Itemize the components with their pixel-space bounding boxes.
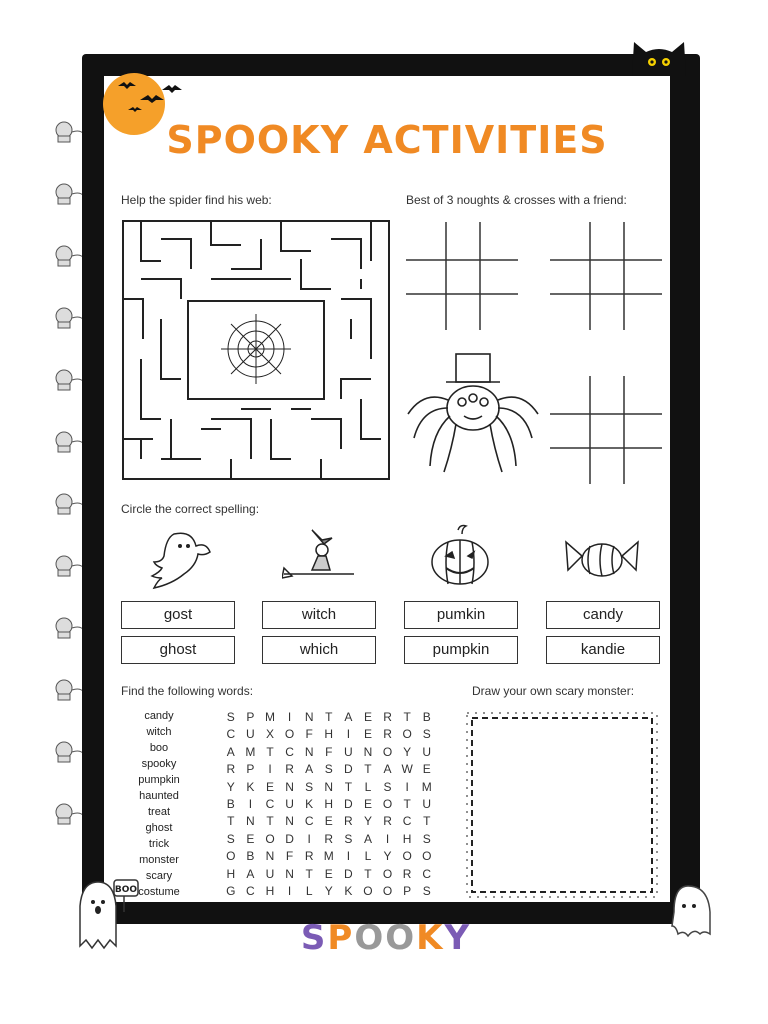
grid-letter[interactable]: N xyxy=(285,779,294,794)
grid-letter[interactable]: U xyxy=(285,796,294,811)
grid-letter[interactable]: L xyxy=(364,849,372,864)
spelling-option-which[interactable]: which xyxy=(262,636,376,664)
grid-letter[interactable]: O xyxy=(363,883,373,898)
grid-letter[interactable]: E xyxy=(265,779,274,794)
grid-letter[interactable]: C xyxy=(285,744,294,759)
spelling-option-gost[interactable]: gost xyxy=(121,601,235,629)
tictactoe-board-1[interactable] xyxy=(406,222,518,330)
spelling-option-pumkin[interactable]: pumkin xyxy=(404,601,518,629)
grid-letter[interactable]: R xyxy=(383,727,392,742)
page-title: SPOOKY ACTIVITIES xyxy=(166,118,608,162)
grid-letter[interactable]: T xyxy=(266,744,274,759)
grid-letter[interactable]: O xyxy=(284,727,295,742)
grid-letter[interactable]: U xyxy=(344,744,353,759)
grid-row xyxy=(221,866,437,883)
grid-letter[interactable]: O xyxy=(382,744,393,759)
grid-letter[interactable]: I xyxy=(346,849,351,864)
ghost-boo-sign-icon xyxy=(76,876,140,956)
wordsearch-instruction: Find the following words: xyxy=(121,684,254,698)
grid-row xyxy=(221,796,437,813)
grid-letter[interactable]: F xyxy=(305,727,313,742)
grid-letter[interactable]: A xyxy=(246,866,255,881)
grid-letter[interactable]: U xyxy=(265,866,275,881)
grid-letter[interactable]: B xyxy=(226,796,235,811)
grid-letter[interactable]: T xyxy=(364,762,372,777)
monster-instruction: Draw your own scary monster: xyxy=(472,684,635,698)
grid-letter[interactable]: S xyxy=(305,779,314,794)
grid-letter[interactable]: D xyxy=(285,831,294,846)
list-item: monster xyxy=(139,854,179,866)
word-list xyxy=(128,708,190,900)
grid-letter[interactable]: N xyxy=(246,814,255,829)
grid-letter[interactable]: R xyxy=(402,866,412,881)
grid-letter[interactable]: N xyxy=(265,849,275,864)
tictactoe-board-3[interactable] xyxy=(550,376,662,484)
grid-letter[interactable]: R xyxy=(344,814,353,829)
tictactoe-board-2[interactable] xyxy=(550,222,662,330)
grid-letter[interactable]: H xyxy=(324,727,334,742)
grid-letter[interactable]: E xyxy=(363,710,372,724)
grid-letter[interactable]: U xyxy=(422,796,432,811)
grid-row xyxy=(221,883,437,900)
grid-row xyxy=(221,709,437,726)
grid-letter[interactable]: O xyxy=(382,866,393,881)
grid-letter[interactable]: O xyxy=(402,727,412,742)
grid-letter[interactable]: I xyxy=(307,831,311,846)
grid-letter[interactable]: C xyxy=(226,727,236,742)
list-item: spooky xyxy=(141,758,177,770)
grid-letter[interactable]: Y xyxy=(324,883,333,898)
grid-letter[interactable]: E xyxy=(363,727,372,742)
ghost-icon xyxy=(668,884,712,946)
list-item: boo xyxy=(149,742,169,754)
list-item: ghost xyxy=(145,822,173,834)
grid-letter[interactable]: X xyxy=(265,727,274,742)
grid-letter[interactable]: E xyxy=(324,866,333,881)
spelling-option-witch[interactable]: witch xyxy=(262,601,376,629)
grid-letter[interactable]: O xyxy=(382,796,393,811)
list-item: trick xyxy=(148,838,170,850)
grid-letter[interactable]: M xyxy=(245,744,256,759)
grid-letter[interactable]: R xyxy=(226,762,236,777)
grid-letter[interactable]: Y xyxy=(383,849,392,864)
grid-letter[interactable]: S xyxy=(422,883,431,898)
tictactoe-instruction: Best of 3 noughts & crosses with a friend: xyxy=(406,193,627,207)
spelling-option-kandie[interactable]: kandie xyxy=(546,636,660,664)
grid-row xyxy=(221,831,437,848)
grid-letter[interactable]: N xyxy=(285,866,294,881)
grid-letter[interactable]: T xyxy=(364,866,372,881)
list-item: candy xyxy=(144,710,174,722)
grid-letter[interactable]: S xyxy=(383,779,392,794)
grid-letter[interactable]: L xyxy=(364,779,372,794)
maze-puzzle[interactable] xyxy=(121,219,391,481)
witch-on-broom-icon xyxy=(282,528,358,588)
list-item: costume xyxy=(138,886,180,898)
grid-letter[interactable]: I xyxy=(346,727,351,742)
grid-letter[interactable]: Y xyxy=(226,779,235,794)
grid-letter[interactable]: A xyxy=(226,744,235,759)
grid-letter[interactable]: F xyxy=(285,849,294,864)
grid-letter[interactable]: Y xyxy=(403,744,412,759)
grid-letter[interactable]: R xyxy=(383,814,392,829)
grid-letter[interactable]: S xyxy=(422,727,431,742)
grid-letter[interactable]: I xyxy=(287,883,292,898)
spelling-option-candy[interactable]: candy xyxy=(546,601,660,629)
spelling-instruction: Circle the correct spelling: xyxy=(121,502,260,516)
grid-letter[interactable]: Y xyxy=(363,814,372,829)
grid-letter[interactable]: F xyxy=(325,744,333,759)
grid-letter[interactable]: O xyxy=(382,883,393,898)
grid-letter[interactable]: T xyxy=(325,710,333,724)
list-item: haunted xyxy=(139,790,179,802)
grid-letter[interactable]: A xyxy=(383,762,392,777)
grid-row xyxy=(221,848,437,865)
grid-letter[interactable]: S xyxy=(226,710,235,724)
grid-letter[interactable]: U xyxy=(246,727,255,742)
grid-letter[interactable]: N xyxy=(304,744,314,759)
grid-letter[interactable]: K xyxy=(305,796,314,811)
spider-web-icon xyxy=(221,314,291,384)
grid-letter[interactable]: S xyxy=(344,831,353,846)
grid-letter[interactable]: H xyxy=(324,796,334,811)
grid-letter[interactable]: R xyxy=(304,849,314,864)
list-item: pumpkin xyxy=(138,774,180,786)
grid-letter[interactable]: L xyxy=(305,883,313,898)
grid-letter[interactable]: D xyxy=(344,866,353,881)
spelling-option-pumpkin[interactable]: pumpkin xyxy=(404,636,518,664)
monster-drawing-area[interactable] xyxy=(464,710,660,900)
grid-letter[interactable]: G xyxy=(226,883,236,898)
grid-letter[interactable]: D xyxy=(344,796,353,811)
grid-row xyxy=(221,726,437,743)
list-item: witch xyxy=(146,726,172,738)
grid-row xyxy=(221,813,437,830)
grid-letter[interactable]: I xyxy=(385,831,390,846)
grid-letter[interactable]: K xyxy=(344,883,353,898)
list-item: scary xyxy=(145,870,173,882)
jack-o-lantern-icon xyxy=(428,524,492,588)
grid-letter[interactable]: K xyxy=(246,779,255,794)
spooky-footer-logo: SPOOKY xyxy=(300,918,472,958)
grid-letter[interactable]: S xyxy=(422,831,431,846)
grid-letter[interactable]: C xyxy=(246,883,255,898)
grid-letter[interactable]: T xyxy=(403,710,411,724)
grid-letter[interactable]: R xyxy=(324,831,334,846)
grid-letter[interactable]: I xyxy=(405,779,409,794)
grid-letter[interactable]: O xyxy=(422,849,432,864)
grid-letter[interactable]: T xyxy=(227,814,235,829)
grid-letter[interactable]: C xyxy=(422,866,432,881)
grid-letter[interactable]: M xyxy=(264,710,275,724)
grid-letter[interactable]: O xyxy=(226,849,236,864)
grid-row xyxy=(221,779,437,796)
grid-letter[interactable]: O xyxy=(265,831,275,846)
grid-letter[interactable]: W xyxy=(401,762,413,777)
grid-letter[interactable]: C xyxy=(402,814,412,829)
grid-letter[interactable]: T xyxy=(344,779,353,794)
grid-letter[interactable]: I xyxy=(268,762,272,777)
grid-letter[interactable]: T xyxy=(403,796,411,811)
grid-letter[interactable]: O xyxy=(402,849,412,864)
grid-letter[interactable]: E xyxy=(363,796,372,811)
grid-letter[interactable]: C xyxy=(304,814,314,829)
grid-letter[interactable]: P xyxy=(246,710,255,724)
black-cat-icon xyxy=(628,36,690,76)
spider-top-hat-icon xyxy=(404,350,544,480)
grid-row xyxy=(221,744,437,761)
grid-letter[interactable]: T xyxy=(305,866,313,881)
boo-sign-text: BOO xyxy=(114,885,138,895)
grid-letter[interactable]: B xyxy=(422,710,431,724)
grid-letter[interactable]: N xyxy=(324,779,334,794)
grid-letter[interactable]: B xyxy=(246,849,255,864)
grid-letter[interactable]: M xyxy=(421,779,432,794)
grid-letter[interactable]: N xyxy=(304,710,314,724)
grid-letter[interactable]: M xyxy=(323,849,334,864)
grid-letter[interactable]: C xyxy=(265,796,275,811)
grid-letter[interactable]: H xyxy=(402,831,412,846)
grid-letter[interactable]: R xyxy=(383,710,392,724)
grid-letter[interactable]: E xyxy=(324,814,333,829)
grid-letter[interactable]: S xyxy=(324,762,333,777)
maze-instruction: Help the spider find his web: xyxy=(121,193,272,207)
grid-letter[interactable]: I xyxy=(248,796,253,811)
grid-letter[interactable]: I xyxy=(287,710,292,724)
grid-letter[interactable]: A xyxy=(305,762,314,777)
grid-row xyxy=(221,761,437,778)
ghost-icon xyxy=(144,528,214,592)
grid-letter[interactable]: S xyxy=(226,831,235,846)
grid-letter[interactable]: P xyxy=(246,762,255,777)
grid-letter[interactable]: A xyxy=(363,831,372,846)
grid-letter[interactable]: E xyxy=(246,831,255,846)
grid-letter[interactable]: T xyxy=(266,814,274,829)
wordsearch-grid[interactable] xyxy=(221,709,437,900)
grid-letter[interactable]: H xyxy=(265,883,275,898)
list-item: treat xyxy=(147,806,170,818)
spelling-option-ghost[interactable]: ghost xyxy=(121,636,235,664)
grid-letter[interactable]: N xyxy=(363,744,373,759)
grid-letter[interactable]: R xyxy=(285,762,294,777)
grid-letter[interactable]: A xyxy=(344,710,353,724)
grid-letter[interactable]: P xyxy=(403,883,412,898)
grid-letter[interactable]: N xyxy=(285,814,294,829)
grid-letter[interactable]: T xyxy=(423,814,431,829)
candy-icon xyxy=(562,532,642,588)
grid-letter[interactable]: H xyxy=(226,866,236,881)
grid-letter[interactable]: U xyxy=(422,744,432,759)
grid-letter[interactable]: E xyxy=(422,762,431,777)
grid-letter[interactable]: D xyxy=(344,762,353,777)
